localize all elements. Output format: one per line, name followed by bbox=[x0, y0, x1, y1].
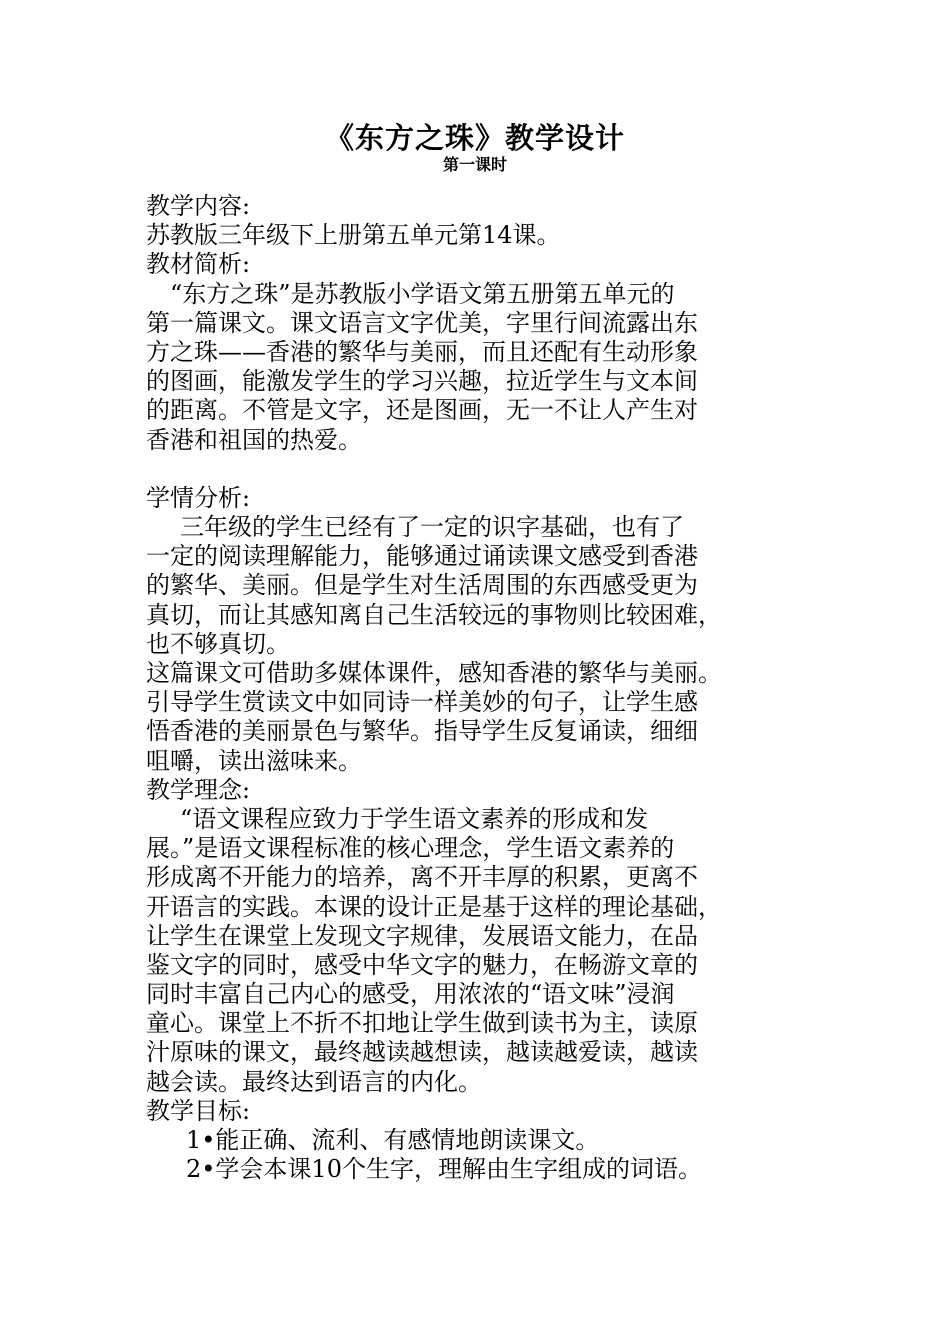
text-line: 这篇课文可借助多媒体课件，感知香港的繁华与美丽。 bbox=[146, 659, 722, 687]
text-line: 咀嚼，读出滋味来。 bbox=[146, 746, 362, 775]
text-line: 鉴文字的同时，感受中华文字的魅力，在畅游文章的 bbox=[146, 950, 698, 979]
text-line: 教学内容: bbox=[146, 192, 251, 220]
text-line: 1•能正确、流利、有感情地朗读课文。 bbox=[186, 1126, 600, 1154]
text-line: 的距离。不管是文字，还是图画，无一不让人产生对 bbox=[146, 396, 698, 425]
text-line: 教学理念: bbox=[146, 775, 251, 804]
text-line: 方之珠——香港的繁华与美丽，而且还配有生动形象 bbox=[146, 337, 698, 366]
text-line: 让学生在课堂上发现文字规律，发展语文能力，在品 bbox=[146, 921, 698, 950]
text-line: 的图画，能激发学生的学习兴趣，拉近学生与文本间 bbox=[146, 367, 698, 396]
text-line: 三年级的学生已经有了一定的识字基础，也有了 bbox=[180, 513, 684, 542]
text-line: 童心。课堂上不折不扣地让学生做到读书为主，读原 bbox=[146, 1009, 698, 1038]
text-line: 的繁华、美丽。但是学生对生活周围的东西感受更为 bbox=[146, 571, 698, 600]
text-line: 也不够真切。 bbox=[146, 629, 290, 658]
text-line: 悟香港的美丽景色与繁华。指导学生反复诵读，细细 bbox=[146, 717, 698, 746]
text-line: 第一篇课文。课文语言文字优美，字里行间流露出东 bbox=[146, 308, 698, 337]
text-line: 香港和祖国的热爱。 bbox=[146, 425, 362, 454]
text-line: 一定的阅读理解能力，能够通过诵读课文感受到香港 bbox=[146, 542, 698, 571]
document-body bbox=[146, 192, 816, 1184]
text-line: 真切，而让其感知离自己生活较远的事物则比较困难， bbox=[146, 600, 722, 629]
text-line: 同时丰富自己内心的感受，用浓浓的“语文味”浸润 bbox=[146, 980, 675, 1009]
text-line: 越会读。最终达到语言的内化。 bbox=[146, 1067, 482, 1096]
text-line: 教材简析: bbox=[146, 250, 251, 279]
text-line: 2•学会本课10个生字，理解由生字组成的词语。 bbox=[186, 1155, 702, 1184]
text-line: 形成离不开能力的培养，离不开丰厚的积累，更离不 bbox=[146, 863, 698, 892]
document-subtitle: 第一课时 bbox=[442, 155, 507, 174]
text-line: 苏教版三年级下上册第五单元第14课。 bbox=[146, 221, 561, 250]
text-line: 教学目标: bbox=[146, 1096, 251, 1125]
text-line bbox=[146, 455, 816, 484]
text-line: “语文课程应致力于学生语文素养的形成和发 bbox=[180, 804, 649, 833]
document-title: 《东方之珠》教学设计 bbox=[324, 121, 625, 155]
text-line: “东方之珠”是苏教版小学语文第五册第五单元的 bbox=[170, 279, 675, 308]
text-line: 展。”是语文课程标准的核心理念，学生语文素养的 bbox=[146, 834, 675, 863]
text-line: 学情分析: bbox=[146, 483, 251, 512]
text-line: 引导学生赏读文中如同诗一样美妙的句子，让学生感 bbox=[146, 688, 698, 717]
text-line: 汁原味的课文，最终越读越想读，越读越爱读，越读 bbox=[146, 1038, 698, 1067]
text-line: 开语言的实践。本课的设计正是基于这样的理论基础， bbox=[146, 892, 722, 921]
